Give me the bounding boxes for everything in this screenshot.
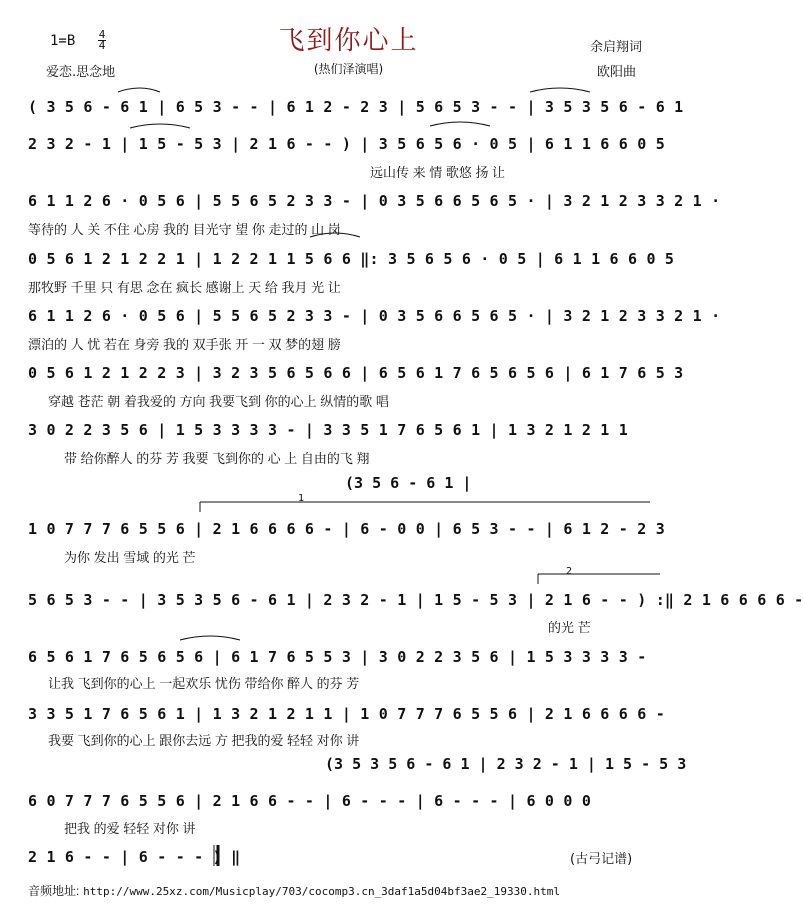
lyric-line: 等待的 人 关 不住 心房 我的 目光守 望 你 走过的 山 岗: [28, 222, 341, 237]
transcriber-credit: (古弓记谱): [570, 852, 633, 867]
music-line: 1 0 7 7 7 6 5 5 6 | 2 1 6 6 6 6 - | 6 - 0 0 | 6 5 3 - - | 6 1 2 - 2 3: [28, 520, 665, 538]
singer-credit: (热们泽演唱): [313, 62, 384, 76]
music-line: 2 1 6 - - | 6 - - - ) ‖: [28, 848, 241, 866]
lyric-line: 那牧野 千里 只 有思 念在 疯长 感谢上 天 给 我月 光 让: [28, 280, 341, 295]
music-line: 5 6 5 3 - - | 3 5 3 5 6 - 6 1 | 2 3 2 - 1 | 1 5 - 5 3 | 2 1 6 - - ) :‖ 2 1 6 6 6 6 -: [28, 591, 803, 609]
key-signature: 1=B: [50, 33, 76, 49]
volta-1-label: 1: [298, 493, 305, 504]
time-signature-top: 4: [98, 28, 106, 41]
lyric-line: 让我 飞到你的心上 一起欢乐 忧伤 带给你 醉人 的芬 芳: [48, 676, 360, 691]
music-line: 0 5 6 1 2 1 2 2 1 | 1 2 2 1 1 5 6 6 ‖: 3 5 6 5 6 · 0 5 | 6 1 1 6 6 0 5: [28, 250, 675, 268]
lyric-line: 为你 发出 雪域 的光 芒: [64, 550, 196, 565]
music-line: 3 3 5 1 7 6 5 6 1 | 1 3 2 1 2 1 1 | 1 0 7 7 7 6 5 5 6 | 2 1 6 6 6 6 -: [28, 705, 665, 723]
audio-address-link[interactable]: http://www.25xz.com/Musicplay/703/cocomp3.cn_3daf1a5d04bf3ae2_19330.html: [83, 885, 560, 898]
music-line: 6 1 1 2 6 · 0 5 6 | 5 5 6 5 2 3 3 - | 0 3 5 6 6 5 6 5 · | 3 2 1 2 3 3 2 1 ·: [28, 307, 721, 325]
lyric-line: 我要 飞到你的心上 跟你去远 方 把我的爱 轻轻 对你 讲: [48, 733, 360, 748]
lyric-line: 的光 芒: [548, 620, 591, 635]
composer-credit: 欧阳曲: [597, 65, 637, 80]
audio-address-label: 音频地址:: [28, 884, 80, 898]
music-line: 0 5 6 1 2 1 2 2 3 | 3 2 3 5 6 5 6 6 | 6 5 6 1 7 6 5 6 5 6 | 6 1 7 6 5 3: [28, 364, 684, 382]
music-line: 3 0 2 2 3 5 6 | 1 5 3 3 3 3 - | 3 3 5 1 7 6 5 6 1 | 1 3 2 1 2 1 1: [28, 421, 628, 439]
lyric-line: 漂泊的 人 忧 若在 身旁 我的 双手张 开 一 双 梦的翅 膀: [28, 337, 341, 352]
music-line: 6 1 1 2 6 · 0 5 6 | 5 5 6 5 2 3 3 - | 0 3 5 6 6 5 6 5 · | 3 2 1 2 3 3 2 1 ·: [28, 192, 721, 210]
interlude-a: (3 5 6 - 6 1 |: [345, 474, 472, 492]
music-line: 6 0 7 7 7 6 5 5 6 | 2 1 6 6 - - | 6 - - - | 6 - - - | 6 0 0 0: [28, 792, 592, 810]
music-line: ( 3 5 6 - 6 1 | 6 5 3 - - | 6 1 2 - 2 3 | 5 6 5 3 - - | 3 5 3 5 6 - 6 1: [28, 98, 684, 116]
lyric-line: 把我 的爱 轻轻 对你 讲: [64, 821, 196, 836]
lyricist-credit: 余启翔词: [590, 40, 643, 55]
song-title: 飞到你心上: [278, 26, 419, 56]
expression-marking: 爱恋.思念地: [46, 65, 116, 80]
volta-2-label: 2: [566, 566, 573, 577]
slur: [430, 122, 490, 126]
slur: [180, 636, 240, 640]
music-line: 2 3 2 - 1 | 1 5 - 5 3 | 2 1 6 - - ) | 3 5 6 5 6 · 0 5 | 6 1 1 6 6 0 5: [28, 135, 665, 153]
slur: [118, 88, 160, 92]
lyric-line: 穿越 苍茫 朝 着我爱的 方向 我要飞到 你的心上 纵情的歌 唱: [48, 394, 389, 409]
slur: [130, 124, 190, 128]
interlude-b: (3 5 3 5 6 - 6 1 | 2 3 2 - 1 | 1 5 - 5 3: [325, 755, 687, 773]
slur: [530, 88, 590, 92]
lyric-line: 远山传 来 情 歌悠 扬 让: [370, 165, 506, 180]
lyric-line: 带 给你醉人 的芬 芳 我要 飞到你的 心 上 自由的飞 翔: [64, 451, 370, 466]
audio-address: [28, 882, 560, 899]
music-line: 6 5 6 1 7 6 5 6 5 6 | 6 1 7 6 5 5 3 | 3 0 2 2 3 5 6 | 1 5 3 3 3 3 -: [28, 648, 647, 666]
time-signature-bottom: 4: [98, 39, 106, 52]
